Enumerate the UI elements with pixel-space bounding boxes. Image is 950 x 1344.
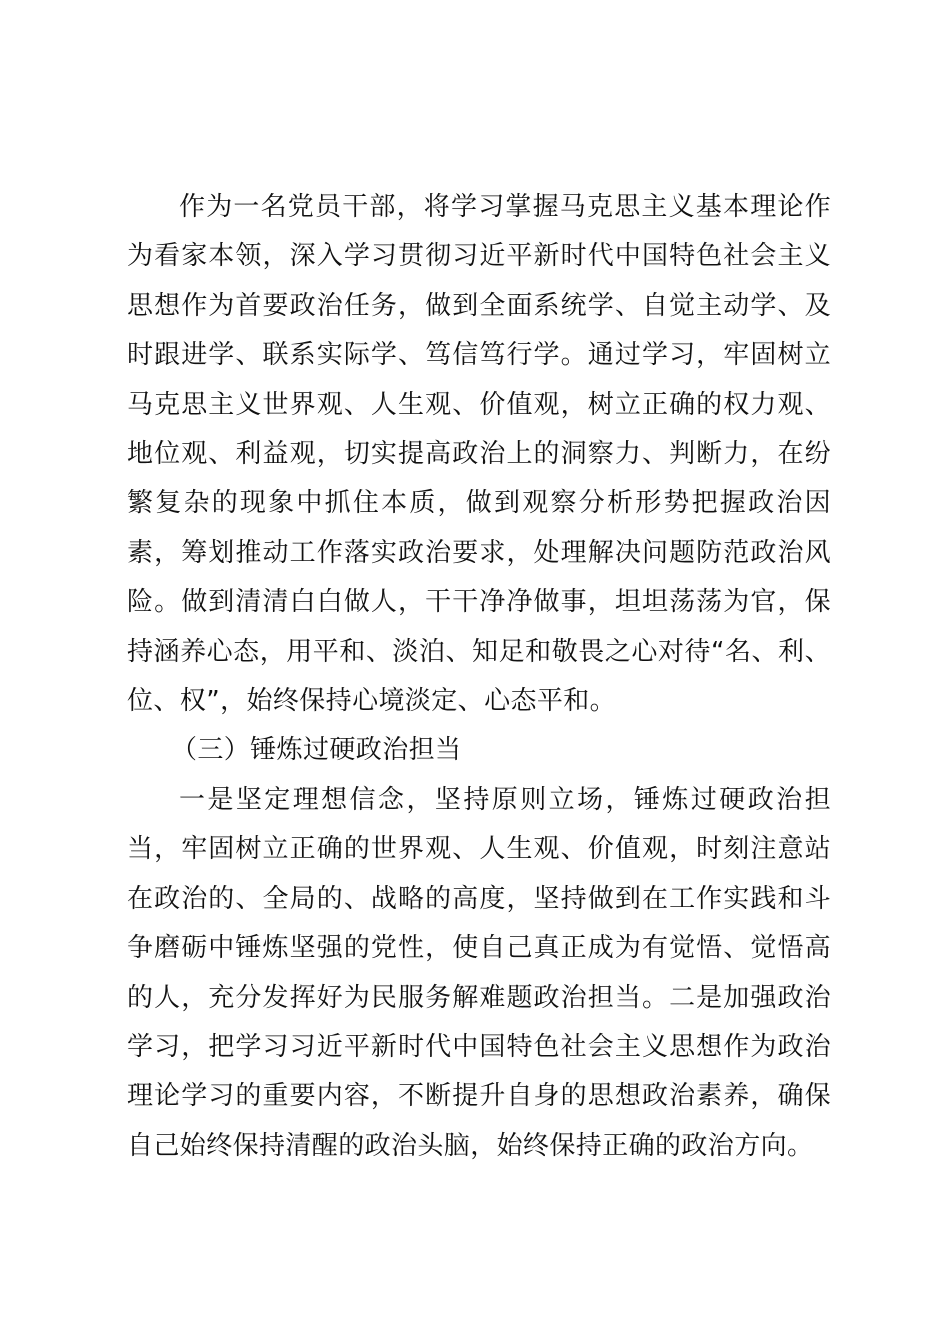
body-paragraph: 作为一名党员干部，将学习掌握马克思主义基本理论作为看家本领，深入学习贯彻习近平新时代中国特色社会主义思想作为首要政治任务，做到全面系统学、自觉主动学、及时跟进学、联系实际学、笃信笃行学。通过学习，牢固树立马克思主义世界观、人生观、价值观，树立正确的权力观、地位观、利益观，切实提高政治上的洞察力、判断力，在纷繁复杂的现象中抓住本质，做到观察分析形势把握政治因素，筹划推动工作落实政治要求，处理解决问题防范政治风险。做到清清白白做人，干干净净做事，坦坦荡荡为官，保持涵养心态，用平和、淡泊、知足和敬畏之心对待“名、利、位、权”，始终保持心境淡定、心态平和。 bbox=[127, 192, 831, 717]
document-body bbox=[127, 183, 831, 1171]
body-paragraph: 一是坚定理想信念，坚持原则立场，锤炼过硬政治担当，牢固树立正确的世界观、人生观、价值观，时刻注意站在政治的、全局的、战略的高度，坚持做到在工作实践和斗争磨砺中锤炼坚强的党性，使自己真正成为有觉悟、觉悟高的人，充分发挥好为民服务解难题政治担当。二是加强政治学习，把学习习近平新时代中国特色社会主义思想作为政治理论学习的重要内容，不断提升自身的思想政治素养，确保自己始终保持清醒的政治头脑，始终保持正确的政治方向。 bbox=[127, 784, 831, 1161]
section-heading: （三）锤炼过硬政治担当 bbox=[171, 735, 462, 766]
